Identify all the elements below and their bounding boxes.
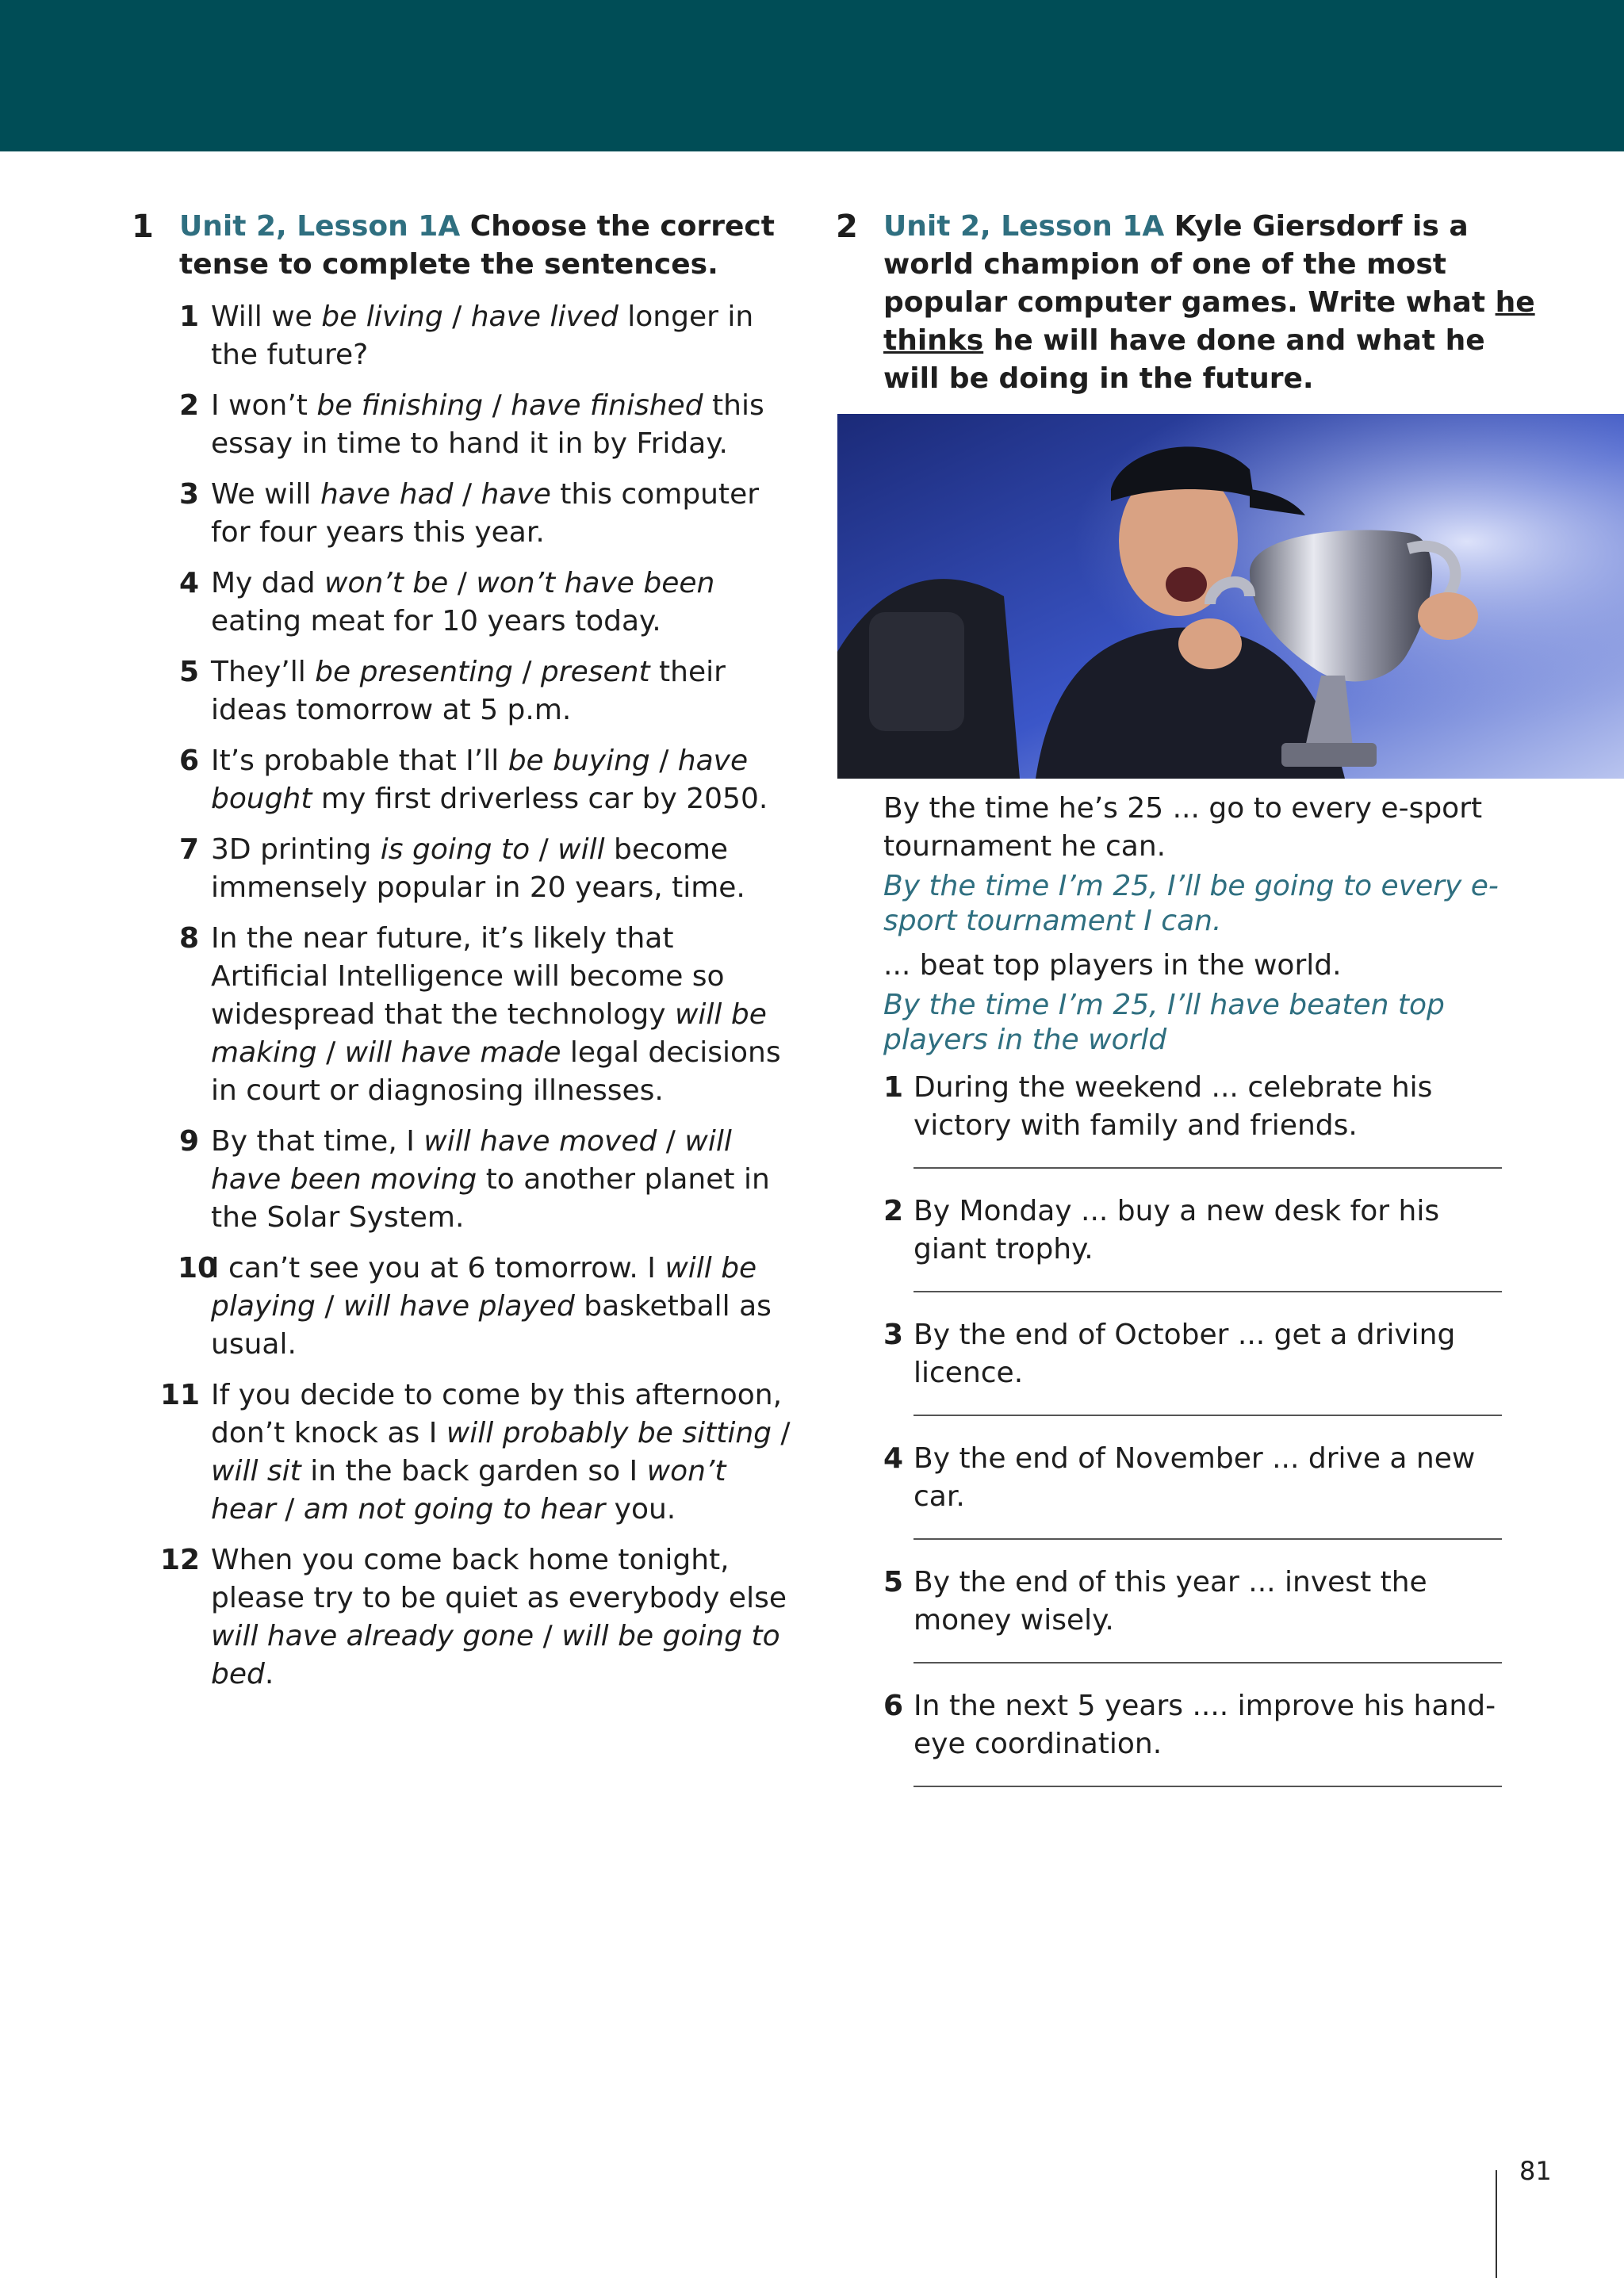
option-a[interactable]: will have moved xyxy=(423,1125,657,1158)
header-bar xyxy=(0,0,1624,151)
option-a[interactable]: will have already gone xyxy=(211,1620,534,1652)
item-number: 5 xyxy=(883,1566,904,1598)
item-text: you. xyxy=(605,1493,676,1526)
item-number: 5 xyxy=(179,656,200,688)
separator: / xyxy=(512,656,541,688)
champion-photo xyxy=(837,414,1624,779)
option-b[interactable]: will sit xyxy=(211,1455,301,1487)
exercise-1 xyxy=(132,208,798,1706)
example-prompt: ... beat top players in the world. xyxy=(883,949,1342,982)
instruction: Choose the correct tense to complete the sentences. xyxy=(179,210,775,281)
answer-line[interactable] xyxy=(914,1415,1502,1416)
item-number: 12 xyxy=(160,1544,201,1576)
page-number: 81 xyxy=(1519,2156,1552,2186)
item-text: By that time, I xyxy=(211,1125,424,1158)
item-text: By Monday ... buy a new desk for his giant trophy. xyxy=(914,1195,1440,1265)
list-item xyxy=(132,1541,798,1694)
item-number: 3 xyxy=(179,478,200,511)
item-text: to another planet in the Solar System. xyxy=(211,1163,770,1234)
item-text: in the back garden so I xyxy=(301,1455,647,1487)
option-b[interactable]: will have been moving xyxy=(211,1125,732,1196)
item-text: They’ll xyxy=(211,656,316,688)
option-b[interactable]: will have played xyxy=(343,1290,575,1323)
option-b[interactable]: have lived xyxy=(470,301,619,333)
list-item xyxy=(132,387,798,463)
list-item xyxy=(132,1123,798,1237)
separator: / xyxy=(448,567,477,599)
answer-line[interactable] xyxy=(914,1291,1502,1292)
list-item xyxy=(132,298,798,374)
item-text: this computer for four years this year. xyxy=(211,478,760,549)
item-text: During the weekend ... celebrate his victory with family and friends. xyxy=(914,1071,1433,1142)
item-text: I won’t xyxy=(211,389,317,422)
option-a[interactable]: be living xyxy=(321,301,443,333)
item-number: 7 xyxy=(179,833,200,866)
item-text: 3D printing xyxy=(211,833,381,866)
option-a[interactable]: have had xyxy=(320,478,454,511)
example-prompt: By the time he’s 25 ... go to every e-sport tournament he can. xyxy=(883,792,1483,863)
list-item xyxy=(132,653,798,729)
list-item xyxy=(132,742,798,818)
item-text: eating meat for 10 years today. xyxy=(211,605,661,637)
instruction: Kyle Giersdorf is a world champion of one of the most popular computer games. Write what xyxy=(883,210,1496,319)
separator: / xyxy=(771,1417,791,1449)
item-text: By the end of October ... get a driving licence. xyxy=(914,1319,1456,1389)
option-b[interactable]: will xyxy=(557,833,605,866)
list-item xyxy=(132,920,798,1110)
option-b[interactable]: will have made xyxy=(344,1036,561,1069)
item-text: my first driverless car by 2050. xyxy=(312,783,768,815)
option-b[interactable]: won’t have been xyxy=(476,567,715,599)
exercise-2-body xyxy=(883,790,1502,1811)
item-text: By the end of November ... drive a new car. xyxy=(914,1442,1476,1513)
option-a[interactable]: be presenting xyxy=(315,656,513,688)
separator: / xyxy=(315,1290,343,1323)
item-text: In the next 5 years .... improve his hand-eye coordination. xyxy=(914,1690,1496,1760)
item-text: . xyxy=(264,1658,274,1690)
item-text: It’s probable that I’ll xyxy=(211,745,508,777)
item-number: 4 xyxy=(179,567,200,599)
option-a[interactable]: will probably be sitting xyxy=(446,1417,772,1449)
answer-line[interactable] xyxy=(914,1786,1502,1787)
photo-illustration xyxy=(837,414,1624,779)
item-number: 2 xyxy=(179,389,200,422)
item-text: We will xyxy=(211,478,320,511)
list-item xyxy=(883,1069,1502,1145)
option-c[interactable]: won’t hear xyxy=(211,1455,726,1526)
item-number: 6 xyxy=(883,1690,904,1722)
option-b[interactable]: have bought xyxy=(211,745,749,815)
item-number: 10 xyxy=(178,1252,218,1284)
item-number: 8 xyxy=(179,922,200,955)
item-text: If you decide to come by this afternoon, don’t knock as I xyxy=(211,1379,783,1449)
item-text: their ideas tomorrow at 5 p.m. xyxy=(211,656,726,726)
item-text: basketball as usual. xyxy=(211,1290,772,1361)
example-answer: By the time I’m 25, I’ll be going to every e-sport tournament I can. xyxy=(883,870,1499,937)
item-text: this essay in time to hand it in by Friday. xyxy=(211,389,764,460)
separator: / xyxy=(453,478,481,511)
unit-reference: Unit 2, Lesson 1A xyxy=(179,210,461,243)
list-item xyxy=(132,476,798,552)
unit-reference: Unit 2, Lesson 1A xyxy=(883,210,1165,243)
list-item xyxy=(132,1250,798,1364)
example-answer: By the time I’m 25, I’ll have beaten top players in the world xyxy=(883,989,1445,1056)
list-item xyxy=(883,1564,1502,1640)
option-b[interactable]: have xyxy=(481,478,551,511)
item-number: 4 xyxy=(883,1442,904,1475)
item-number: 1 xyxy=(179,301,200,333)
separator: / xyxy=(316,1036,345,1069)
option-a[interactable]: will be making xyxy=(211,998,767,1069)
item-text: become immensely popular in 20 years, time. xyxy=(211,833,745,904)
item-number: 3 xyxy=(883,1319,904,1351)
underlined-phrase: he thinks xyxy=(883,286,1535,357)
item-number: 1 xyxy=(883,1071,904,1104)
option-b[interactable]: will be going to bed xyxy=(211,1620,780,1690)
item-number: 11 xyxy=(160,1379,201,1411)
separator: / xyxy=(483,389,511,422)
answer-line[interactable] xyxy=(914,1662,1502,1664)
separator: / xyxy=(442,301,471,333)
list-item xyxy=(883,1316,1502,1392)
list-item xyxy=(883,1193,1502,1269)
option-a[interactable]: will be playing xyxy=(211,1252,757,1323)
answer-line[interactable] xyxy=(914,1167,1502,1169)
option-a[interactable]: be buying xyxy=(508,745,650,777)
exercise-2-heading xyxy=(836,208,1549,398)
item-text: By the end of this year ... invest the money wisely. xyxy=(914,1566,1427,1637)
item-text: Will we xyxy=(211,301,322,333)
list-item xyxy=(883,1687,1502,1763)
list-item xyxy=(132,831,798,907)
list-item xyxy=(132,565,798,641)
option-b[interactable]: present xyxy=(540,656,650,688)
item-text: I can’t see you at 6 tomorrow. I xyxy=(211,1252,665,1284)
separator: / xyxy=(530,833,558,866)
option-d[interactable]: am not going to hear xyxy=(303,1493,606,1526)
item-number: 2 xyxy=(883,1195,904,1227)
item-text: longer in the future? xyxy=(211,301,754,371)
item-number: 6 xyxy=(179,745,200,777)
exercise-2-items xyxy=(883,1069,1502,1787)
option-a[interactable]: is going to xyxy=(380,833,530,866)
list-item xyxy=(132,1376,798,1529)
item-number: 9 xyxy=(179,1125,200,1158)
page-number-divider xyxy=(1496,2170,1497,2278)
exercise-1-heading xyxy=(132,208,798,284)
exercise-1-items xyxy=(132,298,798,1694)
item-text: When you come back home tonight, please try to be quiet as everybody else xyxy=(211,1544,787,1614)
separator: / xyxy=(649,745,678,777)
item-text: In the near future, it’s likely that Artificial Intelligence will become so widespread that the technology xyxy=(211,922,725,1031)
option-b[interactable]: have finished xyxy=(511,389,703,422)
item-text: legal decisions in court or diagnosing illnesses. xyxy=(211,1036,781,1107)
separator: / xyxy=(275,1493,304,1526)
option-a[interactable]: won’t be xyxy=(324,567,449,599)
exercise-number: 2 xyxy=(836,209,858,245)
list-item xyxy=(883,1440,1502,1516)
exercise-number: 1 xyxy=(132,209,154,245)
option-a[interactable]: be finishing xyxy=(316,389,484,422)
answer-line[interactable] xyxy=(914,1538,1502,1540)
separator: / xyxy=(657,1125,685,1158)
separator: / xyxy=(534,1620,562,1652)
item-text: My dad xyxy=(211,567,325,599)
exercise-2-header xyxy=(836,208,1549,398)
instruction: he will have done and what he will be doing in the future. xyxy=(883,324,1485,395)
